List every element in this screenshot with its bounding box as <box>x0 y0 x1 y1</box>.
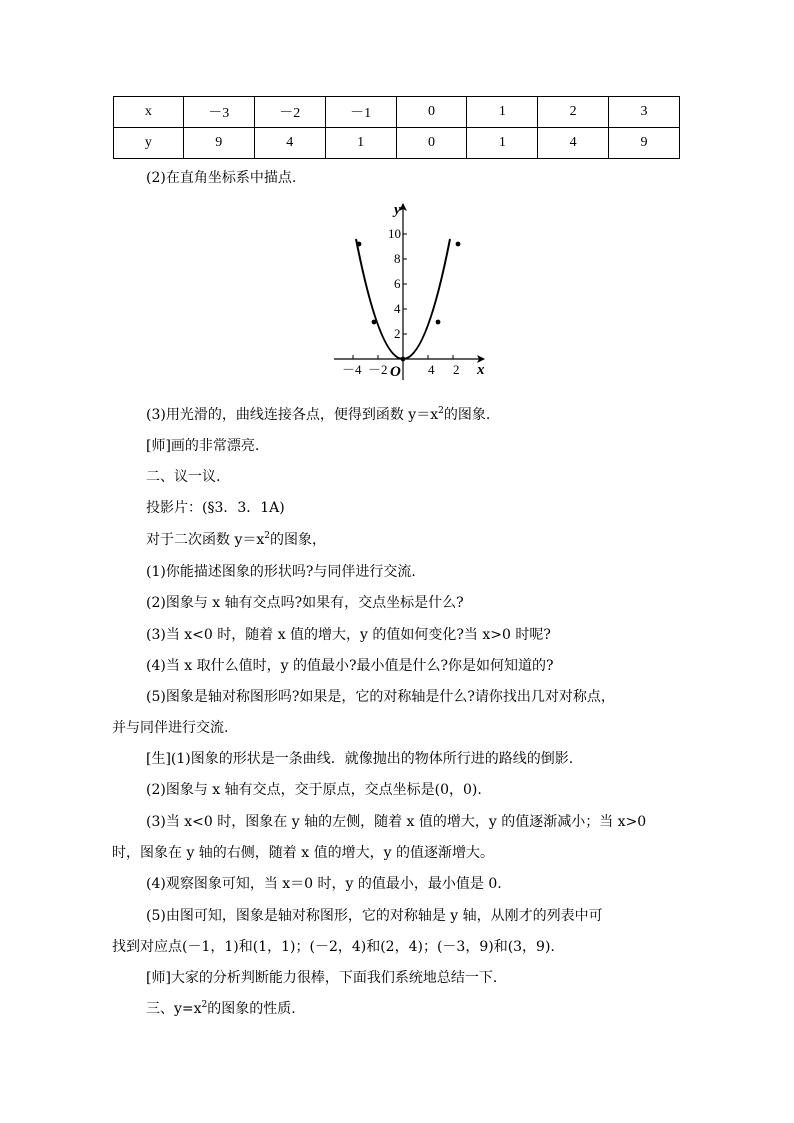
table-cell: 9 <box>183 128 254 159</box>
question-1: (1)你能描述图象的形状吗?与同伴进行交流. <box>146 564 416 580</box>
point <box>401 357 406 362</box>
table-row-y <box>114 128 680 159</box>
step-3-post: 的图象. <box>443 407 491 423</box>
parabola-graph <box>332 198 492 382</box>
slide-reference: 投影片：(§3．3．1A) <box>146 500 285 516</box>
y-tick-label: 10 <box>388 226 401 241</box>
table-row-x <box>114 97 680 128</box>
step-3-pre: (3)用光滑的，曲线连接各点，便得到函数 y＝x <box>146 407 439 423</box>
section-3-exponent: 2 <box>201 1000 208 1010</box>
x-tick-label: 4 <box>428 362 435 377</box>
table-cell: 4 <box>538 128 609 159</box>
question-3: (3)当 x<0 时，随着 x 值的增大，y 的值如何变化?当 x>0 时呢? <box>146 627 551 643</box>
question-intro-exponent: 2 <box>264 531 270 541</box>
question-intro-post: 的图象， <box>270 532 326 548</box>
table-header-y: y <box>114 128 184 159</box>
question-2: (2)图象与 x 轴有交点吗?如果有，交点坐标是什么? <box>146 595 464 611</box>
point <box>372 320 377 325</box>
question-5-line-1: (5)图象是轴对称图形吗?如果是，它的对称轴是什么?请你找出几对对称点， <box>146 689 615 705</box>
origin-label: O <box>390 364 401 380</box>
point <box>436 320 441 325</box>
y-tick-label: 6 <box>394 276 401 291</box>
section-3-heading <box>146 999 296 1019</box>
table-header-x: x <box>114 97 184 128</box>
y-tick-label: 2 <box>394 326 401 341</box>
table-cell: 1 <box>325 128 396 159</box>
y-tick-label: 8 <box>394 251 401 266</box>
answer-5-line-2: 找到对应点(－1，1)和(1，1)；(－2，4)和(2，4)；(－3，9)和(3，9). <box>112 939 555 955</box>
table-cell: 3 <box>609 97 680 128</box>
table-cell: －2 <box>254 97 325 128</box>
x-tick-label: －2 <box>368 362 388 377</box>
question-intro-pre: 对于二次函数 y＝x <box>146 532 265 548</box>
table-cell: 1 <box>467 97 538 128</box>
question-4: (4)当 x 取什么值时，y 的值最小?最小值是什么?你是如何知道的? <box>146 658 554 674</box>
y-ticks <box>403 234 407 334</box>
table-cell: 2 <box>538 97 609 128</box>
answer-1: [生](1)图象的形状是一条曲线．就像抛出的物体所行进的路线的倒影. <box>146 751 574 767</box>
teacher-remark-1: [师]画的非常漂亮. <box>146 438 260 454</box>
question-5-line-2: 并与同伴进行交流. <box>112 720 229 736</box>
x-axis-label: x <box>477 362 485 378</box>
point <box>357 242 362 247</box>
section-3-post: 的图象的性质. <box>207 1001 296 1017</box>
step-3-exponent: 2 <box>438 406 444 416</box>
answer-3-line-1: (3)当 x<0 时，图象在 y 轴的左侧，随着 x 值的增大，y 的值逐渐减小；当 x>0 <box>146 814 647 830</box>
table-cell: 0 <box>396 128 467 159</box>
question-intro <box>146 530 326 550</box>
y-axis-label: y <box>394 202 401 218</box>
table-cell: －1 <box>325 97 396 128</box>
y-tick-label: 4 <box>394 301 401 316</box>
table-cell: －3 <box>183 97 254 128</box>
point <box>456 242 461 247</box>
answer-2: (2)图象与 x 轴有交点，交于原点，交点坐标是(0，0). <box>146 782 482 798</box>
value-table <box>113 96 680 159</box>
step-3-text <box>146 405 490 425</box>
answer-3-line-2: 时，图象在 y 轴的右侧，随着 x 值的增大，y 的值逐渐增大。 <box>112 845 494 861</box>
section-2-heading: 二、议一议. <box>146 469 221 485</box>
table-cell: 0 <box>396 97 467 128</box>
answer-4: (4)观察图象可知，当 x＝0 时，y 的值最小，最小值是 0. <box>146 876 502 892</box>
teacher-remark-2: [师]大家的分析判断能力很棒，下面我们系统地总结一下. <box>146 970 498 986</box>
table-cell: 1 <box>467 128 538 159</box>
table-cell: 9 <box>609 128 680 159</box>
x-tick-label: －4 <box>342 362 362 377</box>
answer-5-line-1: (5)由图可知，图象是轴对称图形，它的对称轴是 y 轴，从刚才的列表中可 <box>146 908 603 924</box>
table-cell: 4 <box>254 128 325 159</box>
section-3-pre: 三、y=x <box>146 1001 202 1017</box>
step-2-text: (2)在直角坐标系中描点. <box>146 170 297 186</box>
x-tick-label: 2 <box>453 362 460 377</box>
